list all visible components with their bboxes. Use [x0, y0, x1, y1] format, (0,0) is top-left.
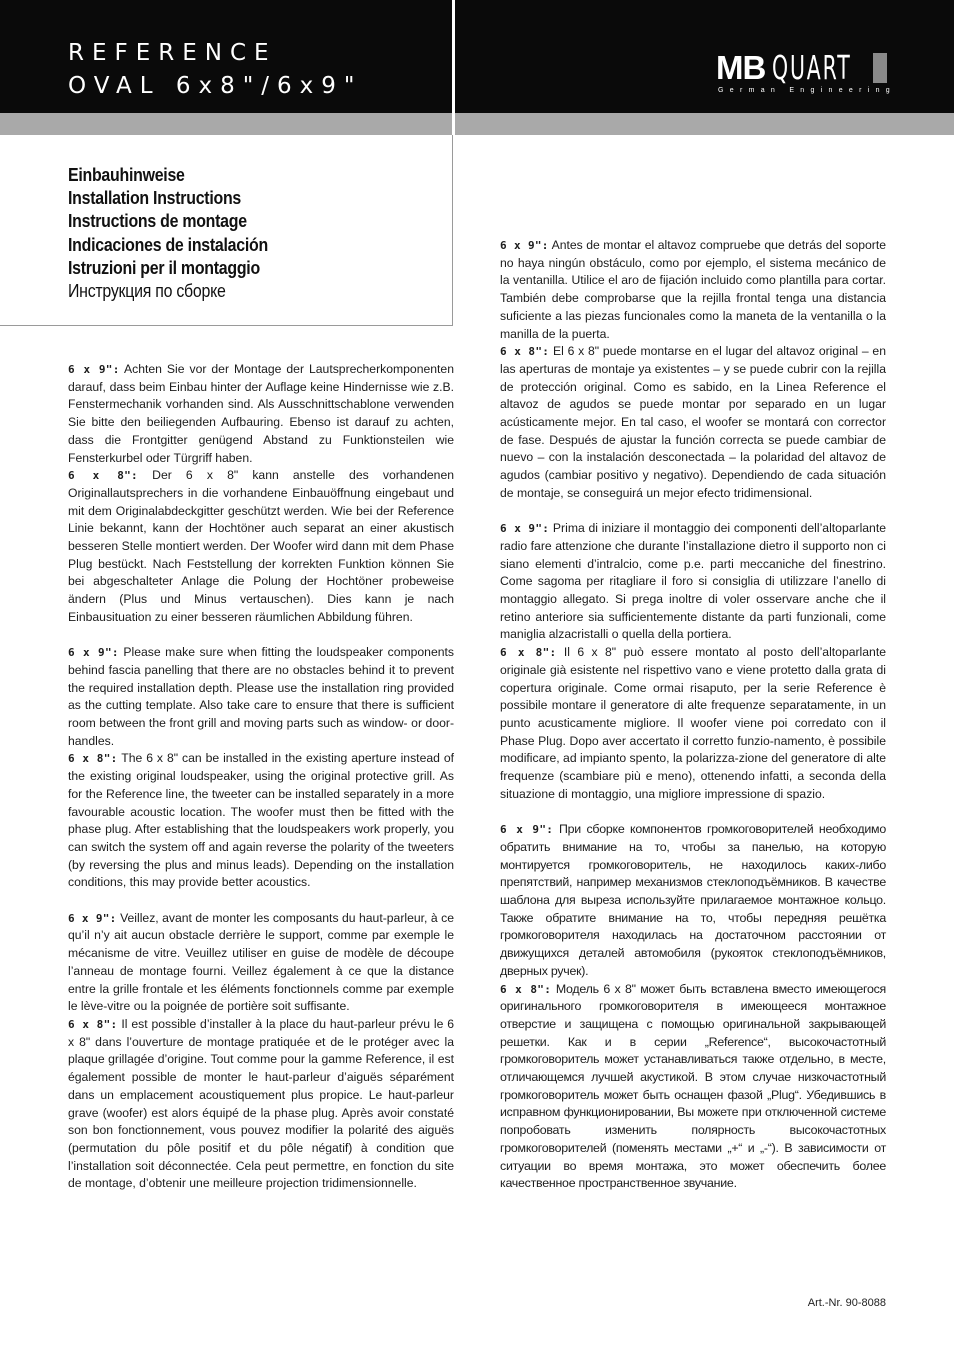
fr-paragraph-6x8	[68, 1016, 454, 1193]
title-it: Istruzioni per il montaggio	[68, 256, 260, 278]
de-text-6x9: Achten Sie vor der Montage der Lautsprecherkomponenten darauf, dass beim Einbau hinter der Auflage keine Hindernisse wie z.B. Fenstermechanik vorhanden sind. Als Ausschnittschablone verwenden Sie bitte den beiliegenden Aufbauring. Ebenso ist darauf zu achten, dass die Frontgitter genügend Abstand zu Funktionsteilen wie Fensterkurbel oder Türgriff haben.	[68, 362, 454, 465]
ru-text-6x8: Модель 6 x 8" может быть вставлена вместо имеющегося оригинального громкоговорителя в имеющееся монтажное отверстие и защищена с помощью оригинальной закрывающей решетки. Как и в серии „Reference“, высокочастотный громкоговоритель может устанавливаться также отдельно, в месте, отличающемся лучшей акустикой. В этом случае низкочастотный громкоговоритель может быть оснащен фазой „Plug“. Убедившись в исправном функционировании, Вы можете при отключенной системе попробовать изменить полярность высокочастотных громкоговорителей (поменять местами „+“ и „-“). В зависимости от ситуации во время монтажа, это может обеспечить более качественное пространственное звучание.	[500, 981, 887, 1191]
left-column	[68, 361, 454, 1193]
ru-paragraph-6x9	[500, 821, 886, 980]
right-column	[500, 237, 886, 1193]
logo-tagline: German Engineering	[718, 87, 896, 94]
en-text-6x8: The 6 x 8" can be installed in the existing aperture instead of the existing original loudspeaker, using the original protective grill. As for the Reference line, the tweeter can be installed separately in a more favourable acoustic location. The woofer must then be fitted with the phase plug. After establishing that the loudspeakers work properly, you can switch the system off and again reverse the polarity of the tweeters (by reversing the plus and minus leads). Depending on the installation conditions, this may provide better acoustics.	[68, 751, 454, 890]
product-title-line2: OVAL 6x8"/6x9"	[68, 73, 363, 99]
it-paragraph-6x9	[500, 520, 886, 644]
it-text-6x9: Prima di iniziare il montaggio dei componenti dell’altoparlante radio fare attenzione che durante l’installazione dietro il supporto non ci siano elementi d’intralcio, come p.e. parti meccaniche del finestrino. Come sagoma per ritagliare il foro si consiglia di utilizzare l’anello di montaggio allegato. Si prega inoltre di voler osservare anche che il retino anteriore sia sufficientemente distante da parti funzionali, come maniglia alzacristalli o quella della portiera.	[500, 521, 886, 642]
ru-text-6x9: При сборке компонентов громкоговорителей необходимо обратить внимание на то, чтобы за панелью, на которую монтируется громкоговоритель, не находилось каких-либо препятствий, например механизмов стеклоподъёмников. В качестве шаблона для выреза используйте прилагаемое монтажное кольцо. Также обратите внимание на то, чтобы передняя решётка громкоговорителя находилась на достаточном расстоянии от движущихся деталей автомобиля (рукояток стеклоподъёмников, дверных ручек).	[500, 822, 886, 978]
en-paragraph-6x9	[68, 644, 454, 750]
logo-quart: QUART	[772, 48, 852, 87]
brand-logo	[716, 48, 896, 98]
title-es: Indicaciones de instalación	[68, 233, 268, 255]
en-paragraph-6x8	[68, 750, 454, 892]
article-number: Art.-Nr. 90-8088	[807, 1297, 886, 1309]
title-fr: Instructions de montage	[68, 210, 247, 232]
es-text-6x9: Antes de montar el altavoz compruebe que detrás del soporte no haya ningún obstáculo, como por ejemplo, el sistema mecánico de la ventanilla. Utilice el aro de fijación incluido como plantilla para cortar. También debe comprobarse que la rejilla frontal tenga una distancia suficiente a las piezas funcionales como la maneta de la ventanilla o la manilla de la puerta.	[500, 238, 886, 341]
fr-label-6x9: 6 x 9":	[68, 911, 117, 925]
ru-label-6x8: 6 x 8":	[500, 982, 552, 996]
it-text-6x8: Il 6 x 8" può essere montato al posto dell’altoparlante originale già esistente nel rispettivo vano e viene protetto dalla grata di copertura originale. Come ormai risaputo, per la serie Reference è possibile montare il generatore di alte frequenze separatamente, in un punto acusticamente migliore. Il woofer viene poi corredato con il Phase Plug. Dopo aver accertato il corretto funzio-namento, è possibile modificare, ad impianto spento, la polarizza-zione del generatore di alte frequenze (scambiare più e meno), ottenendo infatti, a seconda della situazione di montaggio, una migliore impressione di spazio.	[500, 645, 886, 801]
fr-text-6x8: Il est possible d’installer à la place du haut-parleur prévu le 6 x 8" dans l’ouverture de montage pratiquée et de le protéger avec la plaque grillagée d’origine. Tout comme pour la gamme Reference, il est également possible de monter le haut-parleur d’aiguës séparément dans un emplacement acoustiquement plus propice. Le haut-parleur grave (woofer) est alors équipé de la phase plug. Après avoir constaté son bon fonctionnement, vous pouvez modifier la polarité des aiguës (permutation du pôle positif et du pôle négatif) à condition que l’installation soit déconnectée. Cela peut permettre, en fonction du site de montage, d’obtenir une meilleure projection tridimensionnelle.	[68, 1016, 455, 1191]
de-paragraph-6x8	[68, 467, 454, 626]
grey-band-left	[0, 113, 452, 135]
it-label-6x9: 6 x 9":	[500, 522, 550, 536]
fr-label-6x8: 6 x 8":	[68, 1017, 118, 1031]
title-en: Installation Instructions	[68, 187, 242, 209]
es-paragraph-6x8	[500, 343, 886, 502]
de-text-6x8: Der 6 x 8" kann anstelle des vorhandenen Originallautsprechers in die vorhandene Einbauöffnung eingebaut und mit dem Originalabdeckgitter geschützt werden. Wie bei der Reference Linie bekannt, kann der Hochtöner auch separat an einer akustisch besseren Stelle montiert werden. Der Woofer wird dann mit dem Phase Plug bestückt. Nach Feststellung der korrekten Funktion können Sie bei abgeschalteter Anlage die Polung der Hochtöner probeweise ändern (Plus und Minus vertauschen). Dies kann je nach Einbausituation zu einer besseren räumlichen Abbildung führen.	[68, 468, 455, 624]
heading-titles	[68, 163, 300, 302]
fr-paragraph-6x9	[68, 910, 454, 1016]
logo-block-icon	[873, 53, 887, 83]
fr-text-6x9: Veillez, avant de monter les composants du haut-parleur, à ce qu’il n’y ait aucun obstacle derrière le support, comme par exemple le mécanisme de vitre. Veuillez utiliser en guise de modèle de découpe l’anneau de montage fourni. Veillez également à ce que la distance entre la grille frontale et les éléments fonctionnels comme par exemple le lève-vitre ou la poignée de portière soit suffisante.	[68, 910, 454, 1014]
es-paragraph-6x9	[500, 237, 886, 343]
es-label-6x8: 6 x 8":	[500, 345, 550, 359]
ru-paragraph-6x8	[500, 981, 886, 1193]
ru-label-6x9: 6 x 9":	[500, 823, 554, 837]
en-text-6x9: Please make sure when fitting the loudspeaker components behind fascia panelling that there are no obstacles behind it to prevent the required installation depth. Please use the installation ring provided as the cutting template. Also take care to ensure that there is sufficient room between the front grill and moving parts such as window- or door-handles.	[68, 645, 454, 748]
es-label-6x9: 6 x 9":	[500, 239, 549, 252]
es-text-6x8: El 6 x 8" puede montarse en el lugar del altavoz original – en las aperturas de montaje ya existentes – y se puede cubrir con la rejilla de protección original. Como es sabido, en la Linea Reference el altavoz de agudos se puede montar por separado en un lugar acústicamente mejor. En tal caso, el woofer se montará con corrector de fase. Después de ajustar la función correcta se puede cambiar de nuevo – con la instalación desconectada – la polaridad del altavoz de agudos (cambiar positivo y negativo). Dependiendo de cada situación de montaje, se conseguirá un mejor efecto tridimensional.	[500, 344, 886, 500]
grey-band-right	[455, 113, 954, 135]
logo-mb: MB	[716, 49, 766, 86]
en-label-6x9: 6 x 9":	[68, 646, 119, 660]
de-label-6x8: 6 x 8":	[68, 469, 138, 483]
it-label-6x8: 6 x 8":	[500, 646, 557, 660]
product-title-line1: REFERENCE	[68, 40, 277, 66]
de-label-6x9: 6 x 9":	[68, 363, 120, 376]
en-label-6x8: 6 x 8":	[68, 752, 118, 766]
title-de: Einbauhinweise	[68, 164, 185, 185]
de-paragraph-6x9	[68, 361, 454, 467]
title-ru: Инструкция по сборке	[68, 280, 226, 302]
it-paragraph-6x8	[500, 644, 886, 803]
